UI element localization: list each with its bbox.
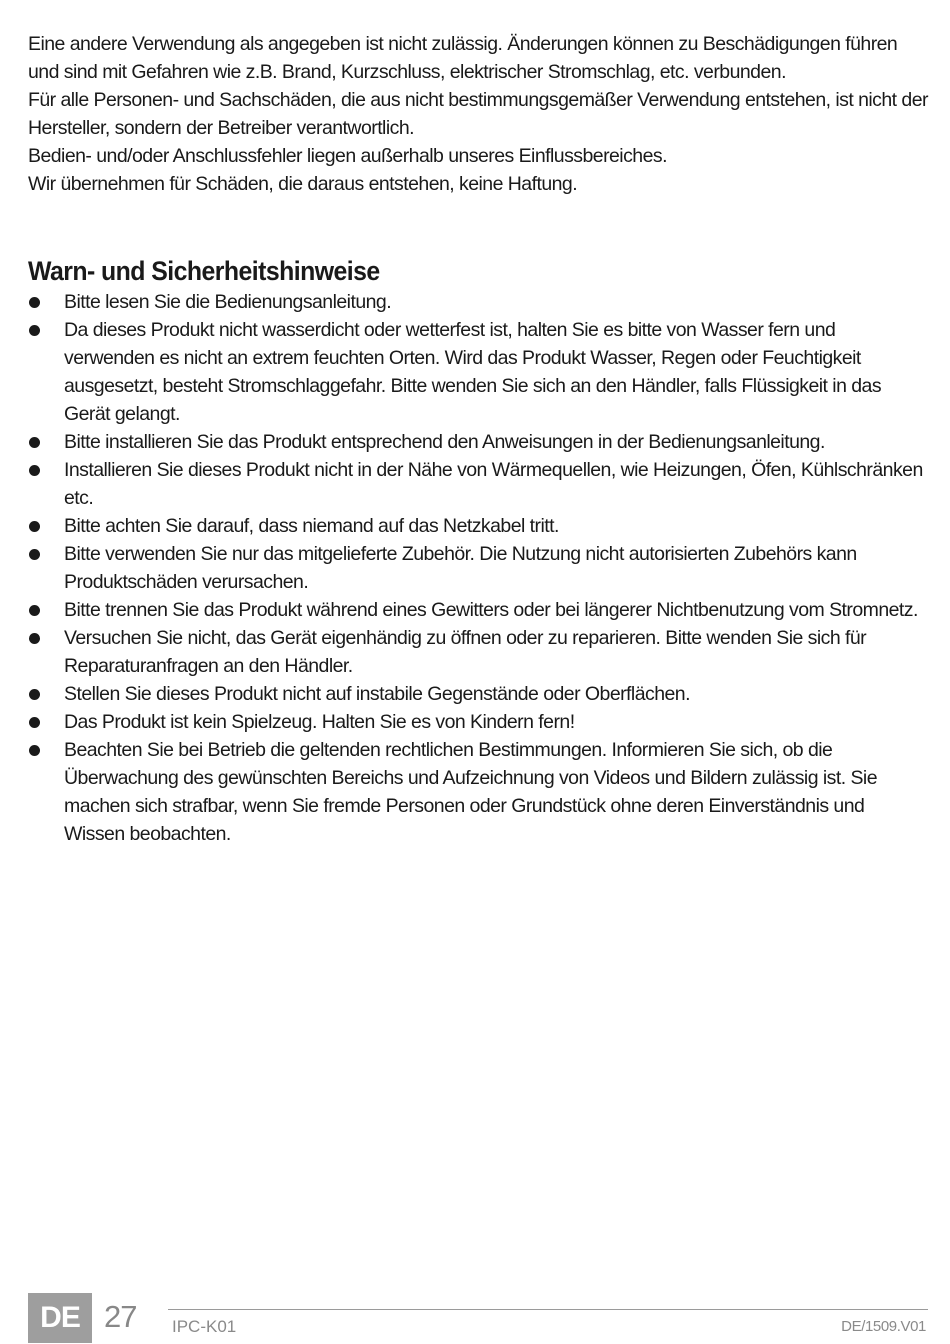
bullet-icon (29, 437, 40, 448)
intro-paragraph: Wir übernehmen für Schäden, die daraus entstehen, keine Haftung. (28, 173, 578, 195)
list-item (28, 680, 928, 708)
list-item-text: Da dieses Produkt nicht wasserdicht oder wetterfest ist, halten Sie es bitte von Wasser fern und verwenden es nicht an extrem feuchten Orten. Wird das Produkt Wasser, Regen oder Feuchtigkeit ausgesetzt, besteht Stromschlaggefahr. Bitte wenden Sie sich an den Händler, falls Flüssigkeit in das Gerät gelangt. (64, 319, 882, 425)
safety-hints-list (28, 288, 928, 848)
list-item-text: Das Produkt ist kein Spielzeug. Halten Sie es von Kindern fern! (64, 711, 575, 733)
bullet-icon (29, 717, 40, 728)
page-number: 27 (104, 1299, 137, 1334)
model-name: IPC-K01 (172, 1317, 237, 1336)
bullet-icon (29, 297, 40, 308)
list-item-text: Versuchen Sie nicht, das Gerät eigenhändig zu öffnen oder zu reparieren. Bitte wenden Sie sich für Reparaturanfragen an den Händler. (64, 627, 867, 677)
list-item (28, 428, 928, 456)
document-page (28, 30, 928, 848)
list-item (28, 736, 928, 848)
bullet-icon (29, 605, 40, 616)
section-heading: Warn- und Sicherheitshinweise (28, 256, 380, 286)
list-item (28, 624, 928, 680)
list-item (28, 708, 928, 736)
language-badge: DE (28, 1293, 92, 1343)
bullet-icon (29, 465, 40, 476)
list-item-text: Bitte achten Sie darauf, dass niemand auf das Netzkabel tritt. (64, 515, 559, 537)
bullet-icon (29, 549, 40, 560)
list-item-text: Bitte installieren Sie das Produkt entsprechend den Anweisungen in der Bedienungsanleitung. (64, 431, 825, 453)
intro-text (28, 30, 928, 198)
list-item (28, 512, 928, 540)
list-item (28, 316, 928, 428)
list-item (28, 596, 928, 624)
list-item (28, 288, 928, 316)
footer-divider (168, 1309, 928, 1310)
bullet-icon (29, 689, 40, 700)
bullet-icon (29, 633, 40, 644)
intro-paragraph: Bedien- und/oder Anschlussfehler liegen außerhalb unseres Einflussbereiches. (28, 145, 667, 167)
list-item-text: Stellen Sie dieses Produkt nicht auf instabile Gegenstände oder Oberflächen. (64, 683, 690, 705)
intro-paragraph: Für alle Personen- und Sachschäden, die aus nicht bestimmungsgemäßer Verwendung entstehen, ist nicht der Hersteller, sondern der Betreiber verantwortlich. (28, 89, 928, 139)
intro-paragraph: Eine andere Verwendung als angegeben ist nicht zulässig. Änderungen können zu Beschädigungen führen und sind mit Gefahren wie z.B. Brand, Kurzschluss, elektrischer Stromschlag, etc. verbunden. (28, 33, 898, 83)
list-item-text: Bitte verwenden Sie nur das mitgelieferte Zubehör. Die Nutzung nicht autorisierten Zubehörs kann Produktschäden verursachen. (64, 543, 857, 593)
bullet-icon (29, 325, 40, 336)
bullet-icon (29, 745, 40, 756)
document-version: DE/1509.V01 (841, 1318, 926, 1335)
list-item-text: Installieren Sie dieses Produkt nicht in der Nähe von Wärmequellen, wie Heizungen, Öfen, Kühlschränken etc. (64, 459, 923, 509)
page-footer (28, 1293, 928, 1343)
bullet-icon (29, 521, 40, 532)
list-item (28, 456, 928, 512)
list-item-text: Beachten Sie bei Betrieb die geltenden rechtlichen Bestimmungen. Informieren Sie sich, ob die Überwachung des gewünschten Bereichs und Aufzeichnung von Videos und Bildern zulässig ist. Sie machen sich strafbar, wenn Sie fremde Personen oder Grundstück ohne deren Einverständnis und Wissen beobachten. (64, 739, 877, 845)
list-item (28, 540, 928, 596)
list-item-text: Bitte trennen Sie das Produkt während eines Gewitters oder bei längerer Nichtbenutzung vom Stromnetz. (64, 599, 918, 621)
list-item-text: Bitte lesen Sie die Bedienungsanleitung. (64, 291, 392, 313)
